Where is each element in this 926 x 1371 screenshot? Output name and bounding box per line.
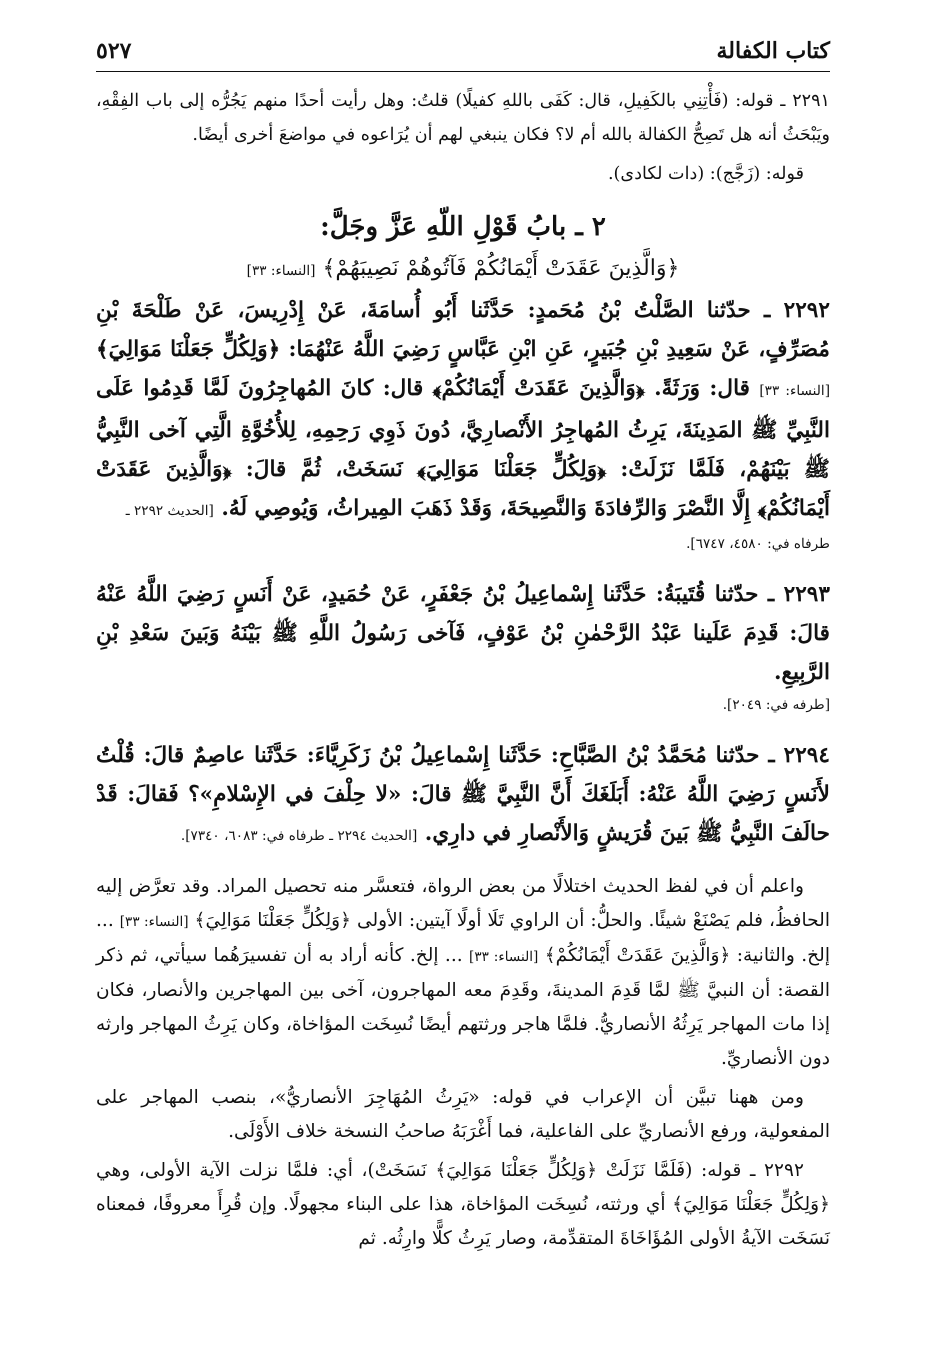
header-rule <box>96 71 830 72</box>
comment-main: واعلم أن في لفظ الحديث اختلالًا من بعض الرواة، فتعسَّر منه تحصيل المراد. وقد تعرَّض إليه الحافظُ، فلم يَصْنَعْ شيئًا. والحلُّ: أن الراوي تَلَا أولًا آيتين: الأولى ﴿وَلِكُلٍّ جَعَلْنَا مَوَالِيَ﴾ [النساء: ٣٣] ... إلخ. والثانية: ﴿وَالَّذِينَ عَقَدَتْ أَيْمَانُكُمْ﴾ [النساء: ٣٣] ... إلخ. كأنه أراد به أن تفسيرَهُما سيأتي، ثم ذكر القصة: أن النبيَّ ﷺ لمَّا قَدِمَ المدينةَ، وقَدِمَ معه المهاجرون، آخى بين المهاجرين والأنصار، فكان إذا مات المهاجر يَرِثُهُ الأنصاريُّ. فلمَّا هاجر ورثتهم أيضًا نُسِخَت المؤاخاة، وكان يَرِثُ المهاجر وارثه دون الأنصاريِّ. <box>96 876 831 1069</box>
hadith-2292-text2: قال: وَرَثَةً. ﴿وَالَّذِينَ عَقَدَتْ أَيْمَانُكُمْ﴾ قال: كانَ المُهاجِرُونَ لَمَّا قَدِمُوا عَلَى النَّبِيِّ ﷺ المَدِينَةَ، يَرِثُ المُهاجِرُ الأَنْصارِيَّ، دُونَ ذَوِي رَحِمِهِ، لِلأُخُوَّةِ الَّتِي آخى النَّبِيُّ ﷺ بَيْنَهُمْ، فَلَمَّا نَزَلَتْ: ﴿وَلِكُلٍّ جَعَلْنَا مَوَالِيَ﴾ نَسَخَتْ، ثُمَّ قالَ: ﴿وَالَّذِينَ عَقَدَتْ أَيْمَانُكُمْ﴾ إِلَّا النَّصْرَ وَالرِّفادَةَ وَالنَّصِيحَةَ، وَقَدْ ذَهَبَ المِيراثُ، وَيُوصِي لَهُ. <box>96 376 830 521</box>
ayah-text: ﴿وَالَّذِينَ عَقَدَتْ أَيْمَانُكُمْ فَآتُوهُمْ نَصِيبَهُمْ﴾ <box>322 256 680 281</box>
hadith-2294-text: ٢٢٩٤ ـ حدّثنا مُحَمَّدُ بْنُ الصَّبَّاحِ: حَدَّثَنا إِسْماعِيلُ بْنُ زَكَرِيَّاءَ: حَدَّثَنا عاصِمٌ قالَ: قُلْتُ لأَنَسٍ رَضِيَ اللَّهُ عَنْهُ: أَبَلَغَكَ أَنَّ النَّبِيَّ ﷺ قالَ: «لا حِلْفَ في الإِسْلامِ»؟ فَقالَ: قَدْ حالَفَ النَّبِيُّ ﷺ بَينَ قُرَيشٍ وَالأَنْصارِ في دارِي. <box>96 743 830 846</box>
hadith-2294 <box>96 736 830 856</box>
comment-zajj: قوله: (زَجَّج): (دات لكادى). <box>607 164 804 184</box>
hadith-2292-source: طرفاه في: ٤٥٨٠، ٦٧٤٧]. <box>686 536 830 552</box>
page-header <box>96 28 830 72</box>
hadith-2293: ٢٢٩٣ ـ حدّثنا قُتَيبَةُ: حَدَّثَنا إِسْماعِيلُ بْنُ جَعْفَرٍ، عَنْ حُمَيدٍ، عَنْ أَنَسٍ رَضِيَ اللَّهُ عَنْهُ قالَ: قَدِمَ عَلَينا عَبْدُ الرَّحْمٰنِ بْنُ عَوْفٍ، فَآخى رَسُولُ اللَّهِ ﷺ بَيْنَهُ وَبَينَ سَعْدِ بْنِ الرَّبِيعِ. <box>96 582 830 685</box>
hadith-2294-ref: [الحديث ٢٢٩٤ ـ طرفاه في: ٦٠٨٣، ٧٣٤٠]. <box>180 828 418 844</box>
comment-2292: ٢٢٩٢ ـ قوله: (فَلَمَّا نَزَلَتْ ﴿وَلِكُلٍّ جَعَلْنَا مَوَالِيَ﴾ نَسَخَتْ)، أي: فلمَّا نزلت الآية الأولى، وهي ﴿وَلِكُلٍّ جَعَلْنَا مَوَالِيَ﴾ أي ورثته، نُسِخَت المؤاخاة، هذا على البناء مجهولًا. وإن قُرِأَ معروفًا، فمعناه نَسَخَت الآيةُ الأولى المُؤَاخَاةَ المتقدِّمة، وصار يَرِثُ كلًّا وارِثُه. ثم <box>96 1160 830 1249</box>
book-title: كتاب الكفالة <box>716 38 830 64</box>
comment-iraab: ومن ههنا تبيَّن أن الإعراب في قوله: «يَرِثُ المُهَاجِرَ الأنصاريُّ»، بنصب المهاجر على المفعولية، ورفع الأنصاريِّ على الفاعلية، فما أَغْرَبَهُ صاحبُ النسخة خلاف الأَوْلَى. <box>96 1087 830 1142</box>
hadith-2292-ref1: [النساء: ٣٣] <box>759 383 830 399</box>
page-content <box>96 84 830 1256</box>
comment-main-ref1: [النساء: ٣٣] <box>119 914 189 930</box>
chapter-title: ٢ ـ بابُ قَوْلِ اللّهِ عَزَّ وجَلَّ: <box>320 212 606 242</box>
ayah-reference: [النساء: ٣٣] <box>246 263 316 279</box>
comment-2291: ٢٢٩١ ـ قوله: (فَأْتِنِي بالكَفِيلِ، قال: كَفَى باللهِ كفيلًا) قلتُ: وهل رأيت أحدًا منهم يَجُرُّه إلى باب الفِقْهِ، ويَبْحَثُ أنه هل تَصِحُّ الكفالة بالله أم لا؟ فكان ينبغي لهم أن يُرَاعوه في مواضعَ أخرى أيضًا. <box>96 91 830 145</box>
chapter-ayah <box>96 249 830 291</box>
page-number: ٥٢٧ <box>96 38 132 64</box>
hadith-2292-text: ٢٢٩٢ ـ حدّثنا الصَّلْتُ بْنُ مُحَمدٍ: حَدَّثَنا أَبُو أُسامَةَ، عَنْ إِدْرِيسَ، عَنْ طَلْحَةَ بْنِ مُصَرِّفٍ، عَنْ سَعِيدِ بْنِ جُبَيرٍ، عَنِ ابْنِ عَبَّاسٍ رَضِيَ اللَّهُ عَنْهُمَا: ﴿وَلِكُلٍّ جَعَلْنَا مَوَالِيَ﴾ <box>96 298 830 362</box>
comment-main-ref2: [النساء: ٣٣] <box>469 949 539 965</box>
hadith-2292 <box>96 291 830 531</box>
hadith-2292-ref2: [الحديث ٢٢٩٢ ـ <box>125 503 214 519</box>
hadith-2293-source: [طرفه في: ٢٠٤٩]. <box>722 697 830 713</box>
